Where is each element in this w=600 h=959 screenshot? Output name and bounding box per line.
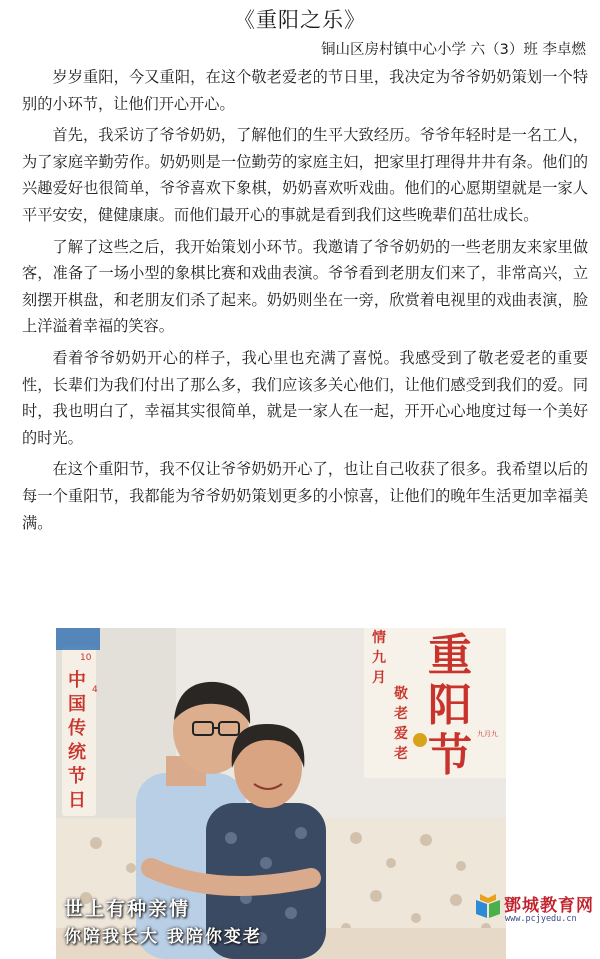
svg-text:阳: 阳 xyxy=(428,680,472,731)
watermark-url: www.pcjyedu.cn xyxy=(505,914,577,924)
svg-text:传: 传 xyxy=(68,718,86,739)
svg-text:节: 节 xyxy=(428,730,472,781)
photo-caption-line1: 世上有种亲情 xyxy=(64,898,191,920)
svg-text:国: 国 xyxy=(68,694,86,715)
svg-text:老: 老 xyxy=(394,746,408,762)
svg-text:爱: 爱 xyxy=(394,726,408,742)
article-title: 《重阳之乐》 xyxy=(234,8,366,32)
right-festival-sign xyxy=(364,628,506,781)
essay-body xyxy=(22,64,588,541)
author-byline: 铜山区房村镇中心小学 六（3）班 李卓燃 xyxy=(321,42,586,58)
svg-text:重: 重 xyxy=(428,630,472,681)
svg-text:日: 日 xyxy=(68,790,86,811)
paragraph: 岁岁重阳，今又重阳，在这个敬老爱老的节日里，我决定为爷爷奶奶策划一个特别的小环节，让他们开心开心。 xyxy=(22,68,588,113)
book-logo-icon xyxy=(474,892,502,920)
sign-date-top: 10 xyxy=(80,653,92,663)
sign-small-tag: 九月九 xyxy=(477,730,498,738)
svg-text:中: 中 xyxy=(68,670,86,691)
site-watermark xyxy=(474,890,594,930)
paragraph: 看着爷爷奶奶开心的样子，我心里也充满了喜悦。我感受到了敬老爱老的重要性，长辈们为我们付出了那么多，我们应该多关心他们，让他们感受到我们的爱。同时，我也明白了，幸福其实很简单，就是一家人在一起，开开心心地度过每一个美好的时光。 xyxy=(22,348,588,447)
sign-column-1 xyxy=(371,629,386,686)
svg-text:统: 统 xyxy=(68,742,86,763)
photo-caption-line2: 你陪我长大 我陪你变老 xyxy=(64,927,262,947)
svg-text:月: 月 xyxy=(372,670,386,686)
paragraph: 首先，我采访了爷爷奶奶，了解他们的生平大致经历。爷爷年轻时是一名工人，为了家庭辛勤劳作。奶奶则是一位勤劳的家庭主妇，把家里打理得井井有条。他们的兴趣爱好也很简单，爷爷喜欢下象棋，奶奶喜欢听戏曲。他们的心愿期望就是一家人平平安安，健健康康。而他们最开心的事就是看到我们这些晚辈们茁壮成长。 xyxy=(22,126,588,224)
svg-text:敬: 敬 xyxy=(394,686,408,702)
svg-text:老: 老 xyxy=(394,706,408,722)
flower-icon xyxy=(413,733,427,747)
sign-big-chars xyxy=(428,630,472,781)
svg-text:情: 情 xyxy=(372,630,386,646)
watermark-name: 鄧城教育网 xyxy=(504,896,594,916)
svg-text:九: 九 xyxy=(372,650,386,666)
svg-text:节: 节 xyxy=(68,766,86,787)
paragraph: 了解了这些之后，我开始策划小环节。我邀请了爷爷奶奶的一些老朋友来家里做客，准备了一场小型的象棋比赛和戏曲表演。爷爷看到老朋友们来了，非常高兴，立刻摆开棋盘，和老朋友们杀了起来。奶奶则坐在一旁，欣赏着电视里的戏曲表演，脸上洋溢着幸福的笑容。 xyxy=(22,237,588,336)
left-festival-sign xyxy=(56,628,100,816)
paragraph: 在这个重阳节，我不仅让爷爷奶奶开心了，也让自己收获了很多。我希望以后的每一个重阳节，我都能为爷爷奶奶策划更多的小惊喜，让他们的晚年生活更加幸福美满。 xyxy=(22,460,588,532)
family-photo xyxy=(56,628,506,959)
sign-date-side: 4 xyxy=(92,685,98,695)
